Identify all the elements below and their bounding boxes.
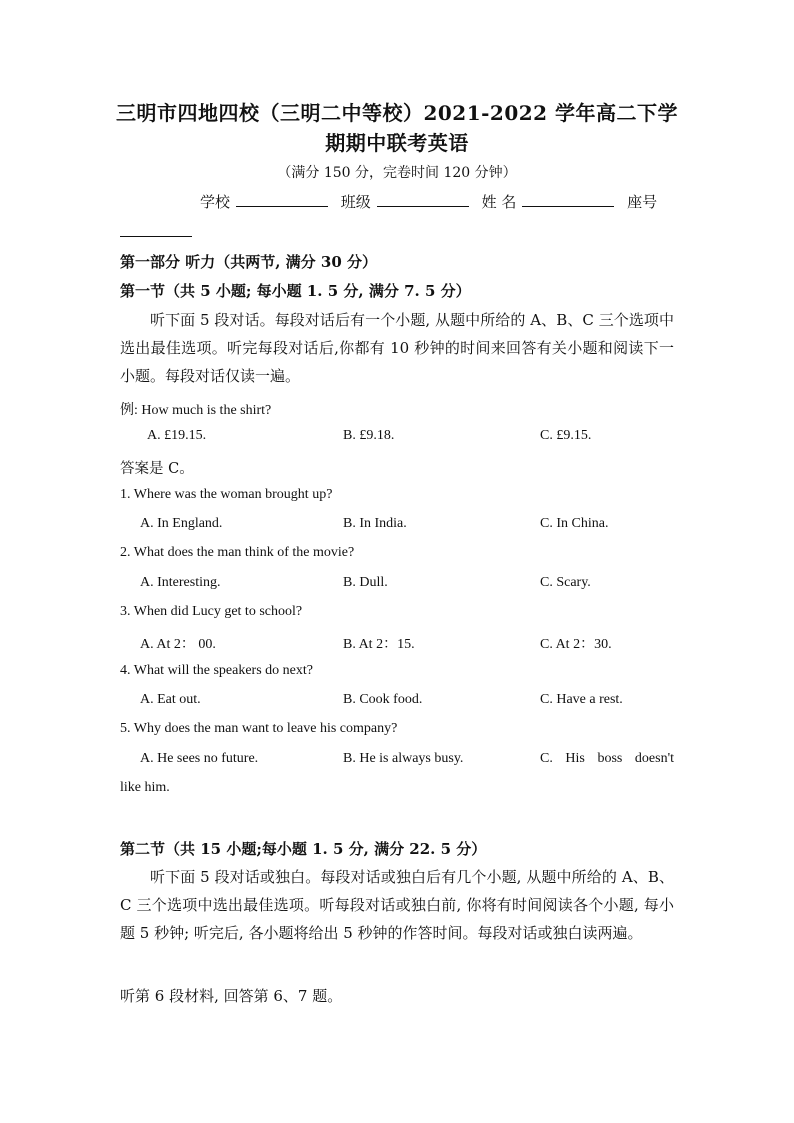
question-3: 3. When did Lucy get to school? xyxy=(120,604,303,619)
q1-option-c: C. In China. xyxy=(540,516,609,531)
question-1: 1. Where was the woman brought up? xyxy=(120,487,333,502)
section2-heading: 第二节（共 15 小题;每小题 1. 5 分, 满分 22. 5 分） xyxy=(120,840,487,858)
part1-heading: 第一部分 听力（共两节, 满分 30 分） xyxy=(120,253,377,271)
q3-option-b: B. At 2：15. xyxy=(343,637,415,652)
q1-option-a: A. In England. xyxy=(140,516,223,531)
q4-option-a: A. Eat out. xyxy=(140,692,201,707)
q1-option-b: B. In India. xyxy=(343,516,407,531)
q5-option-c: C. His boss doesn't xyxy=(540,751,674,766)
q3-option-c: C. At 2：30. xyxy=(540,637,612,652)
class-label: 班级 xyxy=(340,193,371,211)
question-4: 4. What will the speakers do next? xyxy=(120,663,313,678)
name-blank[interactable] xyxy=(522,194,614,207)
seat-label: 座号 xyxy=(627,193,658,211)
class-blank[interactable] xyxy=(377,194,469,207)
q5-option-c-continuation: like him. xyxy=(120,780,170,795)
example-option-a: A. £19.15. xyxy=(147,428,207,443)
exam-title-line2: 期期中联考英语 xyxy=(325,131,469,155)
q4-option-c: C. Have a rest. xyxy=(540,692,623,707)
section1-instructions: 听下面 5 段对话。每段对话后有一个小题, 从题中所给的 A、B、C 三个选项中选出最佳选项。听完每段对话后,你都有 10 秒钟的时间来回答有关小题和阅读下一小题。每段对话仅读一遍。 xyxy=(120,311,674,385)
school-label: 学校 xyxy=(200,193,231,211)
example-question: 例: How much is the shirt? xyxy=(120,403,272,418)
q2-option-a: A. Interesting. xyxy=(140,575,221,590)
example-answer: 答案是 C。 xyxy=(120,461,194,477)
q5-option-b: B. He is always busy. xyxy=(343,751,464,766)
exam-subtitle: （满分 150 分，完卷时间 120 分钟） xyxy=(277,165,517,181)
school-blank[interactable] xyxy=(236,194,328,207)
example-option-b: B. £9.18. xyxy=(343,428,395,443)
exam-title-line1: 三明市四地四校（三明二中等校）2021-2022 学年高二下学 xyxy=(115,101,679,125)
section2-next-material: 听第 6 段材料, 回答第 6、7 题。 xyxy=(120,987,343,1005)
example-option-c: C. £9.15. xyxy=(540,428,592,443)
q2-option-c: C. Scary. xyxy=(540,575,591,590)
section1-heading: 第一节（共 5 小题; 每小题 1. 5 分, 满分 7. 5 分） xyxy=(120,282,471,300)
name-label: 姓 名 xyxy=(481,193,517,211)
q5-option-a: A. He sees no future. xyxy=(140,751,259,766)
seat-blank[interactable] xyxy=(120,236,192,237)
student-info-row xyxy=(200,191,680,212)
q4-option-b: B. Cook food. xyxy=(343,692,423,707)
q3-option-a: A. At 2： 00. xyxy=(140,637,216,652)
question-5: 5. Why does the man want to leave his company? xyxy=(120,721,398,736)
q2-option-b: B. Dull. xyxy=(343,575,388,590)
question-2: 2. What does the man think of the movie? xyxy=(120,545,355,560)
section2-instructions: 听下面 5 段对话或独白。每段对话或独白后有几个小题, 从题中所给的 A、B、C 三个选项中选出最佳选项。听每段对话或独白前, 你将有时间阅读各个小题, 每小题 5 秒钟; 听完后, 各小题将给出 5 秒钟的作答时间。每段对话或独白读两遍。 xyxy=(120,868,674,942)
